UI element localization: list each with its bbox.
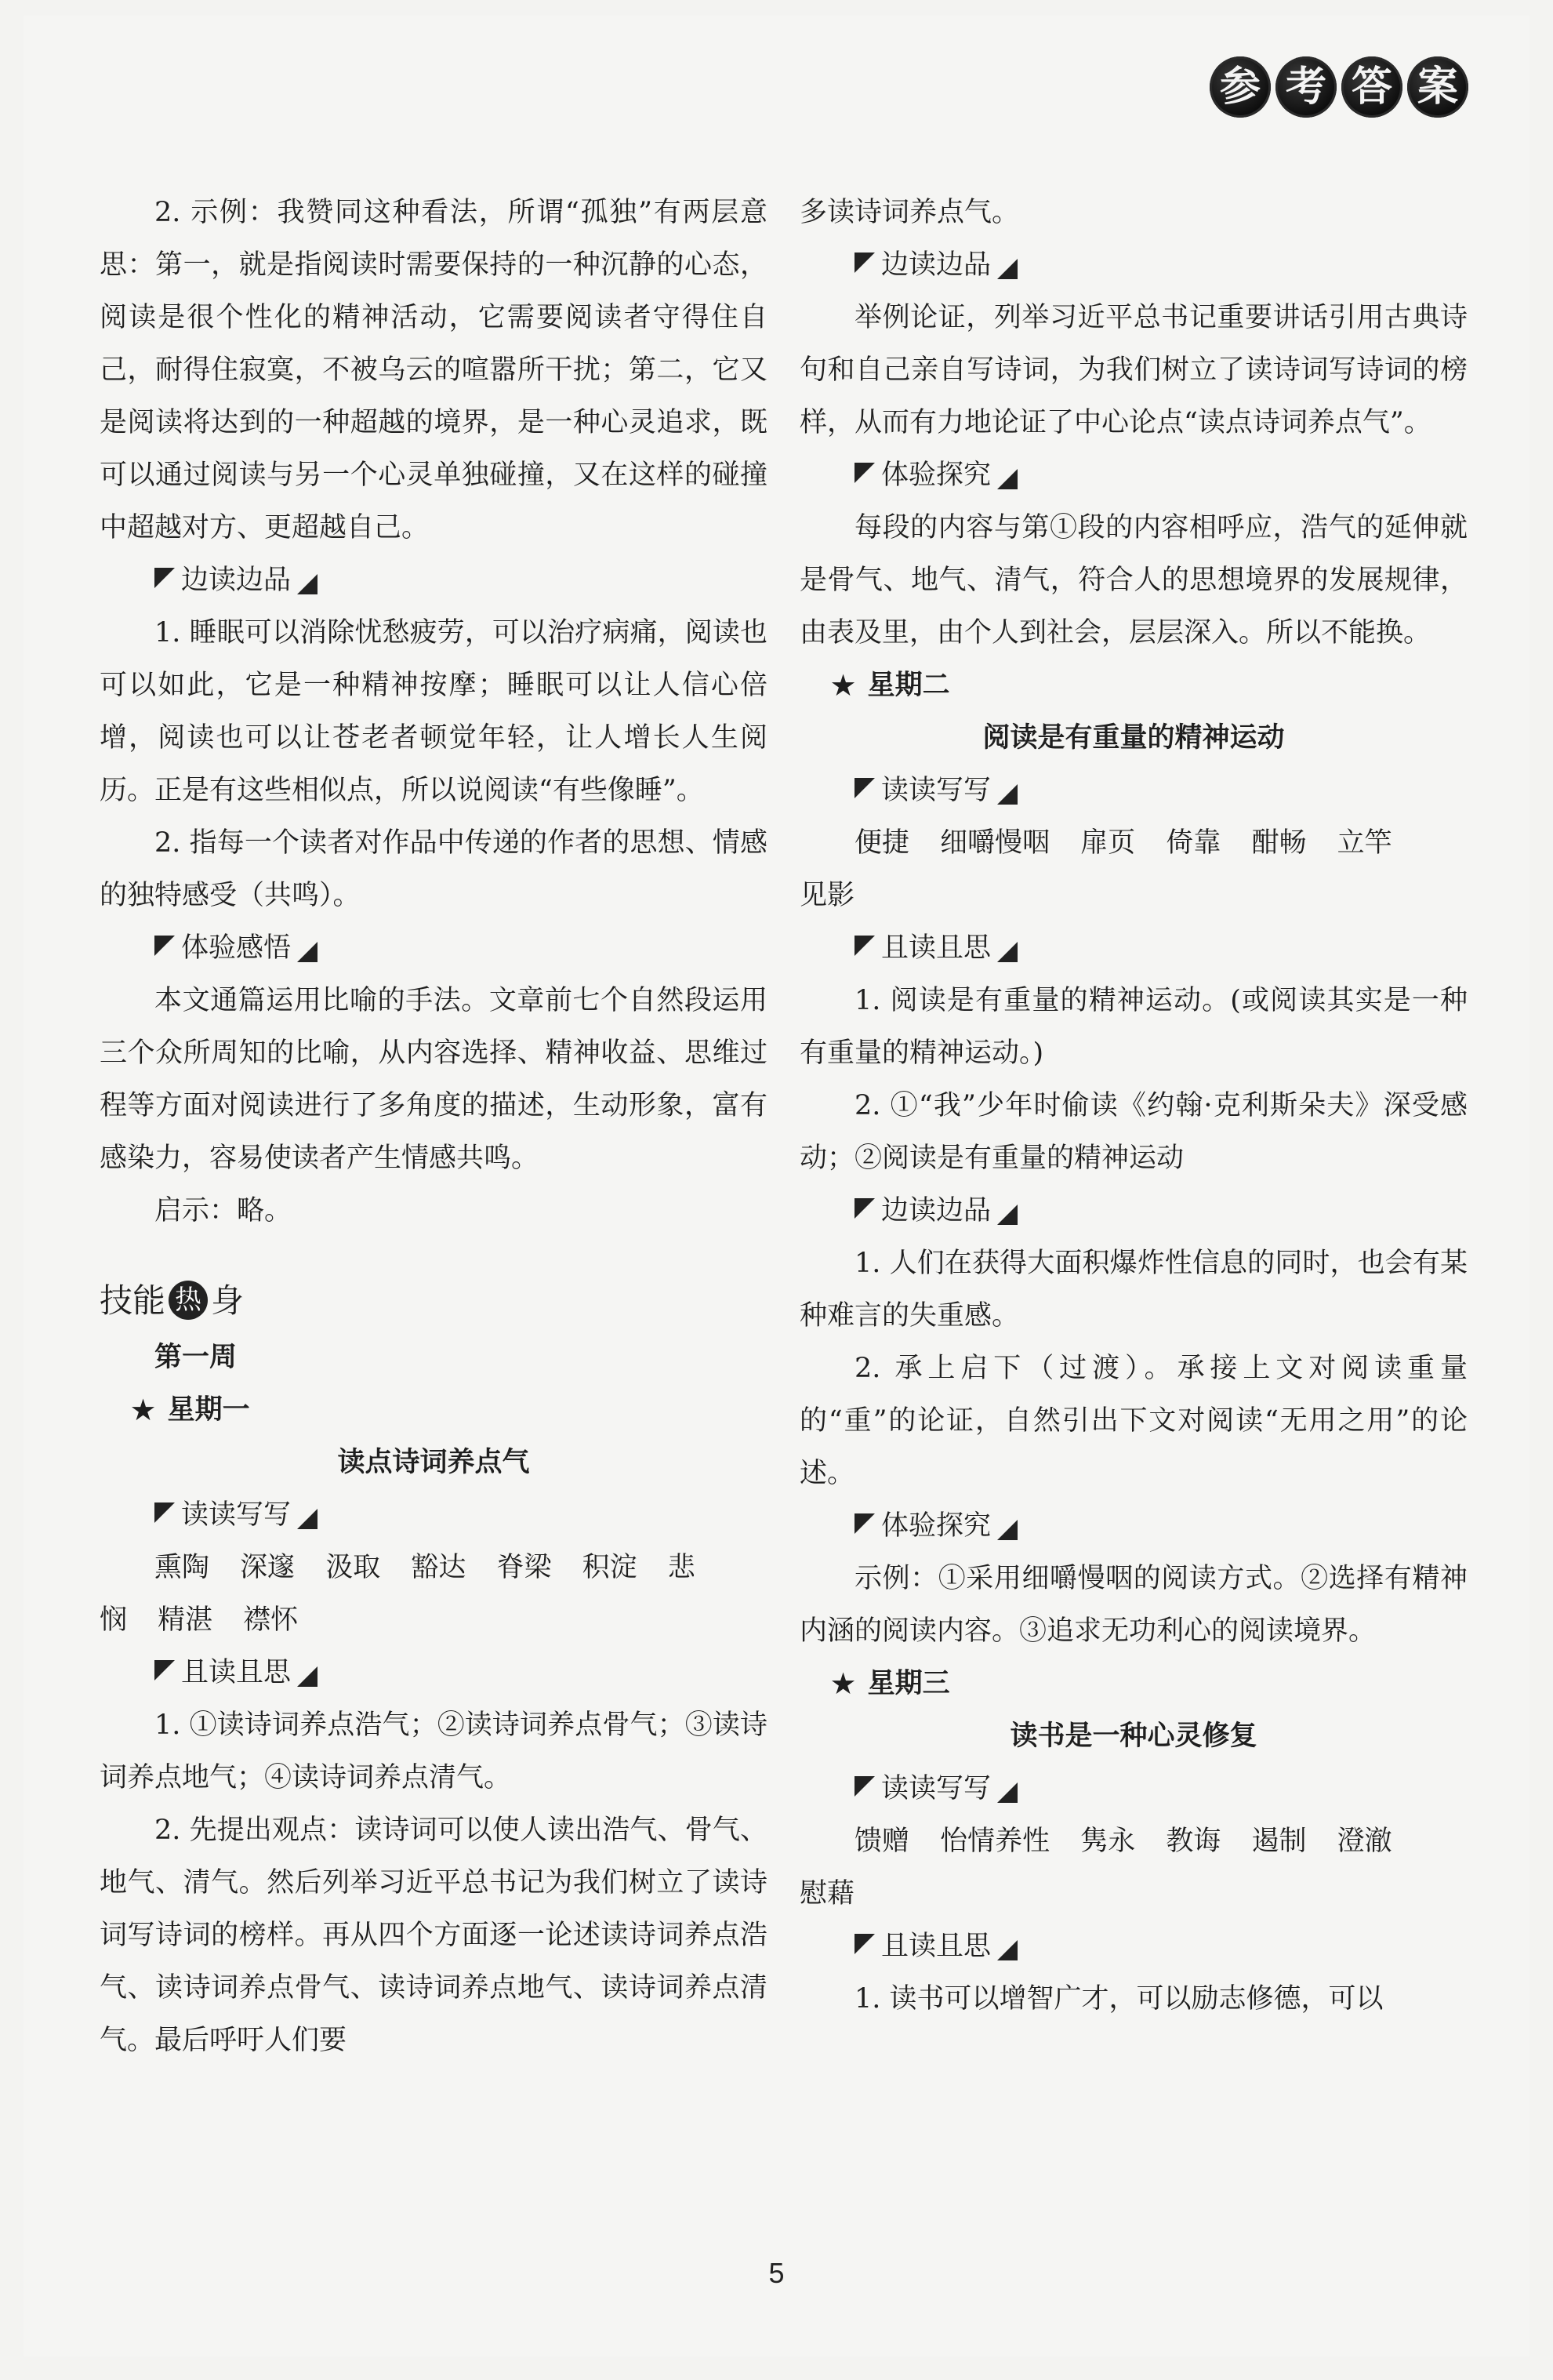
article-title: 读书是一种心灵修复 xyxy=(1010,1721,1257,1752)
answer-paragraph: 1. 睡眠可以消除忧愁疲劳，可以治疗病痛，阅读也可以如此，它是一种精神按摩；睡眠可以让人信心倍增，阅读也可以让苍老者顿觉年轻，让人增长人生阅历。正是有这些相似点，所以说阅读“有些像睡”。 xyxy=(100,617,767,806)
vocab-line: 馈赠 怡情养性 隽永 教诲 遏制 澄澈 xyxy=(855,1826,1392,1857)
vocab-line: 悯 精湛 襟怀 xyxy=(100,1604,299,1636)
section-tag xyxy=(100,1489,767,1542)
section-tag-label: 体验探究 xyxy=(881,1510,992,1542)
left-column xyxy=(100,187,767,2067)
section-tag xyxy=(800,1500,1468,1553)
section-heading-badge: 热 xyxy=(169,1281,208,1320)
answer-paragraph: 本文通篇运用比喻的手法。文章前七个自然段运用三个众所周知的比喻，从内容选择、精神收益、思维过程等方面对阅读进行了多角度的描述，生动形象，富有感染力，容易使读者产生情感共鸣。 xyxy=(100,985,767,1174)
answer-paragraph: 2. 承上启下（过渡）。承接上文对阅读重量的“重”的论证，自然引出下文对阅读“无用之用”的论述。 xyxy=(800,1353,1468,1489)
corner-left-icon xyxy=(855,1934,875,1954)
corner-right-icon xyxy=(997,259,1018,279)
star-icon: ★ xyxy=(129,1393,157,1427)
corner-left-icon xyxy=(855,1776,875,1797)
section-heading-part: 技能 xyxy=(100,1281,166,1320)
vocab-line: 见影 xyxy=(800,880,855,911)
section-heading-part: 身 xyxy=(211,1281,245,1320)
day-heading xyxy=(800,659,1468,712)
corner-left-icon xyxy=(154,1660,175,1681)
section-tag xyxy=(100,922,767,975)
answer-paragraph: 多读诗词养点气。 xyxy=(800,197,1020,228)
section-tag-label: 边读边品 xyxy=(181,565,292,596)
corner-right-icon xyxy=(297,942,317,962)
star-icon: ★ xyxy=(829,668,857,703)
section-tag xyxy=(800,449,1468,502)
corner-left-icon xyxy=(855,1198,875,1219)
header-char: 考 xyxy=(1275,56,1337,118)
day-label: 星期三 xyxy=(867,1668,950,1699)
section-heading xyxy=(100,1269,767,1332)
section-tag xyxy=(100,1647,767,1699)
answer-paragraph: 示例：①采用细嚼慢咽的阅读方式。②选择有精神内涵的阅读内容。③追求无功利心的阅读境界。 xyxy=(800,1563,1468,1647)
corner-right-icon xyxy=(997,1782,1018,1803)
answer-paragraph: 1. 读书可以增智广才，可以励志修德，可以 xyxy=(855,1983,1384,2015)
vocab-line: 慰藉 xyxy=(800,1878,855,1909)
section-tag-label: 边读边品 xyxy=(881,249,992,281)
article-title: 阅读是有重量的精神运动 xyxy=(982,722,1285,754)
section-tag xyxy=(800,922,1468,975)
answer-paragraph: 每段的内容与第①段的内容相呼应，浩气的延伸就是骨气、地气、清气，符合人的思想境界的发展规律，由表及里，由个人到社会，层层深入。所以不能换。 xyxy=(800,512,1468,649)
corner-left-icon xyxy=(154,936,175,956)
day-heading xyxy=(100,1384,767,1437)
article-title: 读点诗词养点气 xyxy=(337,1447,530,1478)
vocab-line: 便捷 细嚼慢咽 扉页 倚靠 酣畅 立竿 xyxy=(855,827,1392,859)
corner-right-icon xyxy=(997,942,1018,962)
day-heading xyxy=(800,1658,1468,1710)
answer-paragraph: 2. ①“我”少年时偷读《约翰·克利斯朵夫》深受感动；②阅读是有重量的精神运动 xyxy=(800,1090,1468,1174)
answer-paragraph: 2. 指每一个读者对作品中传递的作者的思想、情感的独特感受（共鸣）。 xyxy=(100,827,767,911)
section-tag xyxy=(800,239,1468,292)
section-tag-label: 体验感悟 xyxy=(181,932,292,964)
answer-paragraph: 1. 阅读是有重量的精神运动。(或阅读其实是一种有重量的精神运动。) xyxy=(800,985,1468,1069)
day-label: 星期二 xyxy=(867,670,950,701)
section-tag xyxy=(800,1185,1468,1237)
header-title xyxy=(1210,56,1468,118)
section-tag-label: 读读写写 xyxy=(881,775,992,806)
header-char: 案 xyxy=(1407,56,1468,118)
corner-left-icon xyxy=(855,1513,875,1534)
corner-right-icon xyxy=(997,784,1018,805)
section-tag-label: 读读写写 xyxy=(881,1773,992,1804)
corner-left-icon xyxy=(154,1502,175,1523)
corner-right-icon xyxy=(997,1205,1018,1225)
answer-paragraph: 举例论证，列举习近平总书记重要讲话引用古典诗句和自己亲自写诗词，为我们树立了读诗词写诗词的榜样，从而有力地论证了中心论点“读点诗词养点气”。 xyxy=(800,302,1468,438)
section-tag-label: 且读且思 xyxy=(181,1657,292,1688)
section-tag-label: 体验探究 xyxy=(881,460,992,491)
section-tag xyxy=(800,765,1468,817)
section-tag xyxy=(100,554,767,607)
section-tag-label: 边读边品 xyxy=(881,1195,992,1226)
week-label: 第一周 xyxy=(154,1342,238,1373)
corner-right-icon xyxy=(297,1666,317,1687)
section-tag-label: 且读且思 xyxy=(881,1931,992,1962)
corner-left-icon xyxy=(855,936,875,956)
corner-right-icon xyxy=(997,1520,1018,1540)
header-char: 参 xyxy=(1210,56,1271,118)
section-tag xyxy=(800,1763,1468,1815)
corner-right-icon xyxy=(297,1509,317,1529)
corner-left-icon xyxy=(855,778,875,798)
corner-right-icon xyxy=(297,574,317,594)
corner-left-icon xyxy=(855,253,875,273)
answer-paragraph: 1. ①读诗词养点浩气；②读诗词养点骨气；③读诗词养点地气；④读诗词养点清气。 xyxy=(100,1710,767,1793)
vocab-line: 熏陶 深邃 汲取 豁达 脊梁 积淀 悲 xyxy=(154,1552,695,1583)
day-label: 星期一 xyxy=(167,1394,250,1426)
page-number: 5 xyxy=(768,2257,785,2289)
answer-paragraph: 2. 示例：我赞同这种看法，所谓“孤独”有两层意思：第一，就是指阅读时需要保持的一种沉静的心态，阅读是很个性化的精神活动，它需要阅读者守得住自己，耐得住寂寞，不被乌云的喧嚣所干扰；第二，它又是阅读将达到的一种超越的境界，是一种心灵追求，既可以通过阅读与另一个心灵单独碰撞，又在这样的碰撞中超越对方、更超越自己。 xyxy=(100,197,767,543)
corner-left-icon xyxy=(154,568,175,588)
answer-paragraph: 启示：略。 xyxy=(154,1195,292,1226)
right-column xyxy=(800,187,1468,2026)
answer-paragraph: 2. 先提出观点：读诗词可以使人读出浩气、骨气、地气、清气。然后列举习近平总书记为我们树立了读诗词写诗词的榜样。再从四个方面逐一论述读诗词养点浩气、读诗词养点骨气、读诗词养点地气、读诗词养点清气。最后呼吁人们要 xyxy=(100,1815,767,2056)
section-tag-label: 读读写写 xyxy=(181,1499,292,1531)
corner-left-icon xyxy=(855,463,875,483)
star-icon: ★ xyxy=(829,1666,857,1701)
header-char: 答 xyxy=(1341,56,1402,118)
section-tag-label: 且读且思 xyxy=(881,932,992,964)
corner-right-icon xyxy=(997,469,1018,489)
answer-paragraph: 1. 人们在获得大面积爆炸性信息的同时，也会有某种难言的失重感。 xyxy=(800,1248,1468,1332)
corner-right-icon xyxy=(997,1940,1018,1960)
section-tag xyxy=(800,1920,1468,1973)
